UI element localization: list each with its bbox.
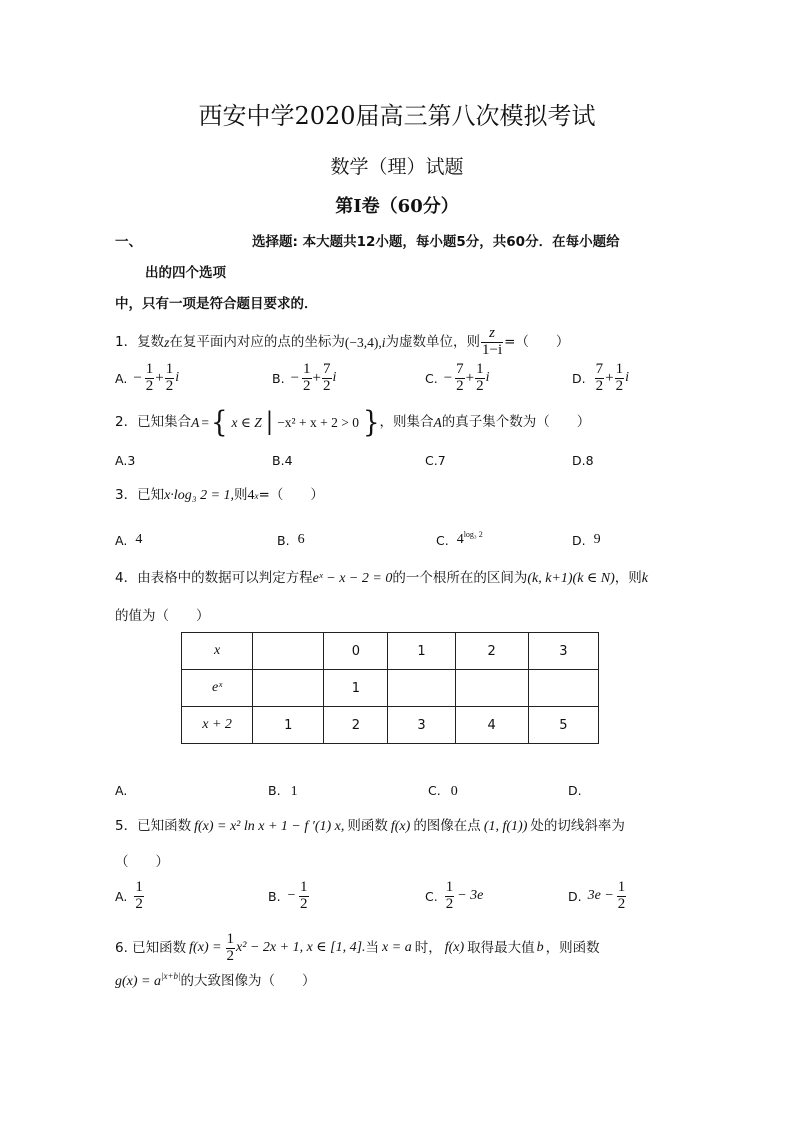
option-fraction-1 <box>145 362 155 395</box>
option-suffix: − 3e <box>457 888 484 904</box>
q2-right-brace: } <box>362 406 380 440</box>
q6-tail: ，则函数 <box>545 939 600 956</box>
option-fraction-2 <box>322 362 332 395</box>
table-cell: 2 <box>455 633 528 670</box>
option-value: 9 <box>593 532 601 547</box>
q2-text: ，则集合 <box>379 414 434 431</box>
option-fraction-1-den: 2 <box>456 377 464 394</box>
q3-option-a <box>115 532 142 548</box>
q4-var-k: k <box>641 571 648 586</box>
option-label: B. <box>272 370 285 386</box>
page-subtitle: 数学（理）试题 <box>330 156 464 178</box>
question-5-stem <box>115 820 625 834</box>
q5-prefix: 5．已知函数 <box>115 818 192 835</box>
option-fraction-num: 1 <box>617 879 626 895</box>
option-fraction <box>617 880 627 913</box>
option-value: 4 <box>456 532 464 547</box>
option-fraction-den: 2 <box>300 895 308 912</box>
option-prefix: − <box>286 888 297 904</box>
q2-tail: 的真子集个数为（ ） <box>441 414 591 431</box>
q2-option-b <box>272 453 293 468</box>
q1-var-z: z <box>164 334 170 350</box>
q1-option-d <box>572 362 629 395</box>
q6-fraction-num: 1 <box>226 931 235 947</box>
page-title: 西安中学2020届高三第八次模拟考试 <box>198 102 596 130</box>
q3-expression: x·log₃ 2 = 1, <box>164 488 235 503</box>
q6-text2: 时， <box>414 939 442 956</box>
option-unit: i <box>485 370 490 386</box>
option-fraction <box>299 880 309 913</box>
q3-tail: =（ ） <box>258 487 324 504</box>
q1-text2: 为虚数单位，则 <box>385 333 480 350</box>
option-label: B. <box>268 783 281 798</box>
table-row-header: eˣ <box>182 670 253 707</box>
option-value: 7 <box>437 453 446 468</box>
option-value: 4 <box>284 453 293 468</box>
q5-option-b <box>268 880 310 913</box>
q5-function: f(x) = x² ln x + 1 − f ′(1) x, <box>194 819 345 834</box>
q4-interval: (k, k+1)(k ∈ N) <box>527 571 615 586</box>
q6-var-b: b <box>536 940 544 956</box>
question-4-stem <box>115 572 648 586</box>
question-1-stem <box>115 326 569 359</box>
table-cell: 5 <box>528 707 598 744</box>
part-heading: 第Ⅰ卷（60分） <box>335 196 459 217</box>
option-value: 3 <box>127 453 136 468</box>
option-prefix: 3e − <box>587 888 614 904</box>
option-fraction-den: 2 <box>617 895 626 912</box>
section-instruction-line2: 出的四个选项 <box>145 265 226 281</box>
option-label: A. <box>115 888 128 904</box>
option-fraction-1-num: 1 <box>303 361 311 377</box>
q1-point: (−3,4), <box>344 334 382 350</box>
option-fraction-2-num: 7 <box>323 361 331 377</box>
option-fraction-den: 2 <box>445 895 454 912</box>
option-unit: i <box>175 370 180 386</box>
q1-option-b <box>272 362 336 395</box>
table-row-header: x + 2 <box>182 707 253 744</box>
option-label: B. <box>277 532 290 548</box>
option-label: B. <box>268 888 281 904</box>
q3-option-b <box>277 532 305 548</box>
table-row <box>182 670 599 707</box>
option-label: D. <box>568 783 582 798</box>
option-label: D. <box>572 370 586 386</box>
option-value: 8 <box>585 453 594 468</box>
q4-option-a <box>115 783 137 800</box>
q5-option-a <box>115 880 145 913</box>
option-sign: − <box>133 369 142 386</box>
q6-g-function: g(x) = a <box>115 974 161 989</box>
option-fraction <box>134 880 144 913</box>
table-cell: 1 <box>388 633 455 670</box>
option-fraction-1-num: 7 <box>595 361 604 377</box>
q2-set-A2: A <box>433 415 442 431</box>
q3-target-base: 4 <box>247 488 255 503</box>
option-label: C. <box>428 783 441 798</box>
option-value: 0 <box>450 784 458 799</box>
table-cell <box>388 670 455 707</box>
table-cell: 1 <box>253 707 324 744</box>
table-cell: 4 <box>455 707 528 744</box>
option-fraction-2-num: 1 <box>165 361 174 377</box>
q5-option-d <box>568 880 627 913</box>
q6-text3: 取得最大值 <box>467 939 535 956</box>
option-fraction-2-num: 1 <box>615 361 624 377</box>
table-cell <box>253 633 324 670</box>
table-cell: 1 <box>324 670 388 707</box>
option-fraction-1-num: 1 <box>145 361 154 377</box>
option-label: D. <box>572 453 586 468</box>
option-fraction-1 <box>302 362 312 395</box>
q3-option-d <box>572 532 601 548</box>
option-fraction-num: 1 <box>445 879 454 895</box>
option-sign: − <box>290 369 300 386</box>
option-operator: + <box>155 369 164 386</box>
table-cell: 2 <box>324 707 388 744</box>
q5-option-c <box>425 880 483 913</box>
q5-point: (1, f(1)) <box>483 819 528 834</box>
option-unit: i <box>332 370 337 386</box>
q1-option-c <box>425 362 490 395</box>
q1-var-i: i <box>381 334 386 350</box>
option-fraction-1-den: 2 <box>303 377 311 394</box>
table-cell: 3 <box>388 707 455 744</box>
table-row <box>182 707 599 744</box>
q1-text: 在复平面内对应的点的坐标为 <box>169 333 345 350</box>
option-fraction-2-den: 2 <box>476 377 484 394</box>
q3-prefix: 3．已知 <box>115 487 165 504</box>
option-fraction-2 <box>615 362 625 395</box>
option-fraction-1-num: 7 <box>456 361 464 377</box>
option-fraction-num: 1 <box>135 879 143 895</box>
q4-option-d <box>568 783 592 800</box>
option-label: C. <box>425 453 438 468</box>
q5-fx: f(x) <box>390 819 411 834</box>
option-label: A. <box>115 532 128 548</box>
q1-option-a <box>115 362 179 395</box>
q6-line2-tail: 的大致图像为（ ） <box>180 973 316 990</box>
q6-g-exponent: |x+b| <box>161 970 181 981</box>
option-label: A. <box>115 783 128 798</box>
q2-prefix: 2．已知集合 <box>115 414 192 431</box>
q6-prefix: 6. 已知函数 <box>115 939 187 956</box>
q6-fraction <box>226 932 236 965</box>
option-fraction-den: 2 <box>135 895 143 912</box>
q4-text2: ，则 <box>614 570 642 587</box>
option-fraction-2-num: 1 <box>476 361 484 377</box>
table-cell: 0 <box>324 633 388 670</box>
option-value: 6 <box>297 532 305 547</box>
option-label: C. <box>436 532 449 548</box>
option-fraction <box>445 880 455 913</box>
option-operator: + <box>312 369 321 386</box>
q4-data-table <box>181 632 599 744</box>
q1-fraction-num: z <box>481 326 503 343</box>
table-cell: 3 <box>528 633 598 670</box>
q2-set-condition: −x² + x + 2 > 0 <box>277 415 359 431</box>
option-fraction-num: 1 <box>300 879 308 895</box>
option-fraction-1 <box>595 362 605 395</box>
option-fraction-2-den: 2 <box>165 377 174 394</box>
option-value: 1 <box>290 784 298 799</box>
section-instruction-line1: 选择题: 本大题共12小题，每小题5分，共60分．在每小题给 <box>252 234 620 250</box>
q6-text: 当 <box>365 939 380 956</box>
table-cell <box>528 670 598 707</box>
section-number: 一、 <box>115 234 142 250</box>
q5-tail: 处的切线斜率为 <box>530 818 625 835</box>
option-fraction-2-den: 2 <box>615 377 624 394</box>
option-operator: + <box>465 369 475 386</box>
q2-equals: = <box>201 415 209 431</box>
option-fraction-2 <box>475 362 485 395</box>
section-instruction-line3: 中，只有一项是符合题目要求的． <box>115 296 318 312</box>
option-label: C. <box>425 888 438 904</box>
q2-left-brace: { <box>210 406 228 440</box>
q6-f-rest: x² − 2x + 1, x ∈ [1, 4]. <box>236 940 366 956</box>
q2-option-a <box>115 453 135 468</box>
question-6-stem <box>115 932 600 965</box>
q2-set-A: A <box>191 415 200 431</box>
q1-tail: =（ ） <box>504 333 570 350</box>
option-label: C. <box>425 370 438 386</box>
q2-option-d <box>572 453 594 468</box>
question-4-line2: 的值为（ ） <box>115 608 210 624</box>
option-exponent: log₃ 2 <box>463 529 483 539</box>
question-5-line2: （ ） <box>115 854 169 870</box>
q3-target-exp: x <box>254 490 259 501</box>
option-label: A. <box>115 370 128 386</box>
question-6-line2 <box>115 970 316 990</box>
table-cell <box>253 670 324 707</box>
option-fraction-1 <box>455 362 465 395</box>
q4-option-b <box>268 783 298 800</box>
q4-equation: eˣ − x − 2 = 0 <box>312 571 393 586</box>
q1-fraction <box>481 326 503 359</box>
table-cell <box>455 670 528 707</box>
question-3-stem <box>115 489 324 503</box>
q2-set-body: x ∈ Z <box>231 415 262 431</box>
option-fraction-1-den: 2 <box>145 377 154 394</box>
q6-fraction-den: 2 <box>226 947 235 964</box>
option-label: A. <box>115 453 128 468</box>
q5-text: 则函数 <box>347 818 388 835</box>
q6-f-lhs: f(x) = <box>189 940 222 956</box>
option-value: 4 <box>135 532 143 547</box>
q1-prefix: 1．复数 <box>115 333 165 350</box>
table-row <box>182 633 599 670</box>
table-row-header: x <box>182 633 253 670</box>
q6-fx: f(x) <box>444 940 465 956</box>
q1-fraction-den: 1−i <box>481 341 503 358</box>
q3-then: 则 <box>234 487 248 504</box>
q4-text: 的一个根所在的区间为 <box>392 570 528 587</box>
option-label: D. <box>568 888 582 904</box>
option-label: D. <box>572 532 586 548</box>
option-fraction-2 <box>165 362 175 395</box>
option-sign: − <box>443 369 453 386</box>
q4-prefix: 4．由表格中的数据可以判定方程 <box>115 570 313 587</box>
q5-text2: 的图像在点 <box>413 818 481 835</box>
question-2-stem <box>115 406 591 440</box>
option-fraction-2-den: 2 <box>323 377 331 394</box>
q4-option-c <box>428 783 458 800</box>
option-fraction-1-den: 2 <box>595 377 604 394</box>
option-unit: i <box>625 370 629 386</box>
q2-option-c <box>425 453 446 468</box>
q3-option-c <box>436 529 483 548</box>
q2-bar: | <box>265 408 274 437</box>
option-label: B. <box>272 453 285 468</box>
option-operator: + <box>605 369 614 386</box>
q6-condition: x = a <box>382 940 412 956</box>
